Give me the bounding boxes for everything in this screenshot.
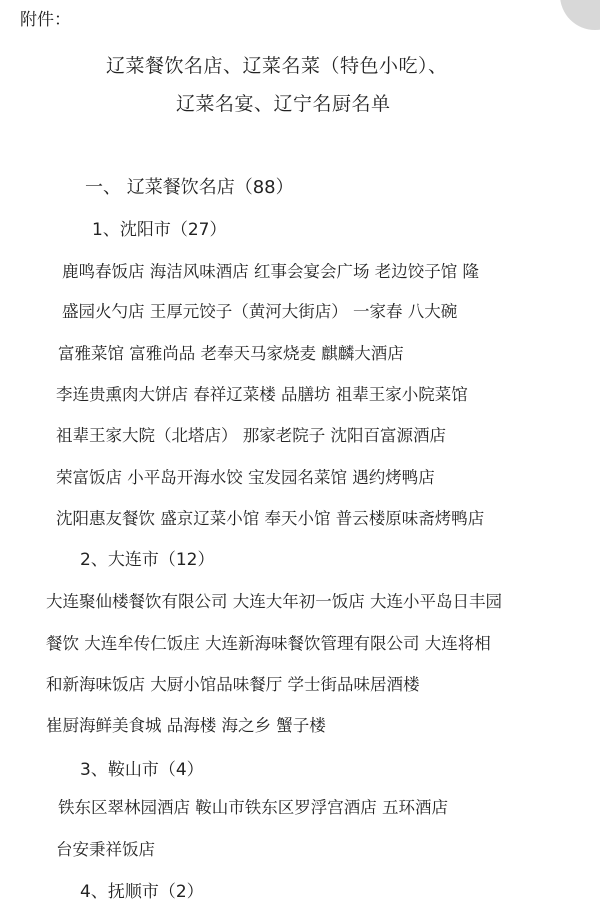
city-heading-fushun: 4、抚顺市（2） (80, 882, 204, 902)
corner-shadow (560, 0, 600, 30)
restaurant-row: 李连贵熏肉大饼店 春祥辽菜楼 品膳坊 祖辈王家小院菜馆 (56, 385, 468, 404)
restaurant-row: 和新海味饭店 大厨小馆品味餐厅 学士街品味居酒楼 (46, 675, 420, 694)
restaurant-row: 鹿鸣春饭店 海洁风味酒店 红事会宴会广场 老边饺子馆 隆 (62, 262, 479, 281)
attachment-label: 附件： (20, 10, 71, 30)
restaurant-row: 富雅菜馆 富雅尚品 老奉天马家烧麦 麒麟大酒店 (58, 344, 404, 363)
city-heading-dalian: 2、大连市（12） (80, 550, 215, 570)
restaurant-row: 铁东区翠林园酒店 鞍山市铁东区罗浮宫酒店 五环酒店 (58, 798, 448, 817)
restaurant-row: 大连聚仙楼餐饮有限公司 大连大年初一饭店 大连小平岛日丰园 (46, 592, 502, 611)
restaurant-row: 沈阳惠友餐饮 盛京辽菜小馆 奉天小馆 普云楼原味斋烤鸭店 (56, 509, 485, 528)
document-title-line-1: 辽菜餐饮名店、辽菜名菜（特色小吃）、 (106, 55, 448, 77)
restaurant-row: 祖辈王家大院（北塔店） 那家老院子 沈阳百富源酒店 (56, 426, 446, 445)
restaurant-row: 崔厨海鲜美食城 品海楼 海之乡 蟹子楼 (46, 716, 326, 735)
document-title-line-2: 辽菜名宴、辽宁名厨名单 (176, 93, 391, 115)
restaurant-row: 盛园火勺店 王厚元饺子（黄河大街店） 一家春 八大碗 (62, 302, 458, 321)
restaurant-row: 台安秉祥饭店 (56, 840, 155, 859)
section-heading: 一、 辽菜餐饮名店（88） (85, 177, 294, 198)
city-heading-shenyang: 1、沈阳市（27） (92, 220, 227, 240)
restaurant-row: 餐饮 大连牟传仁饭庄 大连新海味餐饮管理有限公司 大连将相 (46, 634, 491, 653)
restaurant-row: 荣富饭店 小平岛开海水饺 宝发园名菜馆 遇约烤鸭店 (56, 468, 435, 487)
city-heading-anshan: 3、鞍山市（4） (80, 760, 204, 780)
